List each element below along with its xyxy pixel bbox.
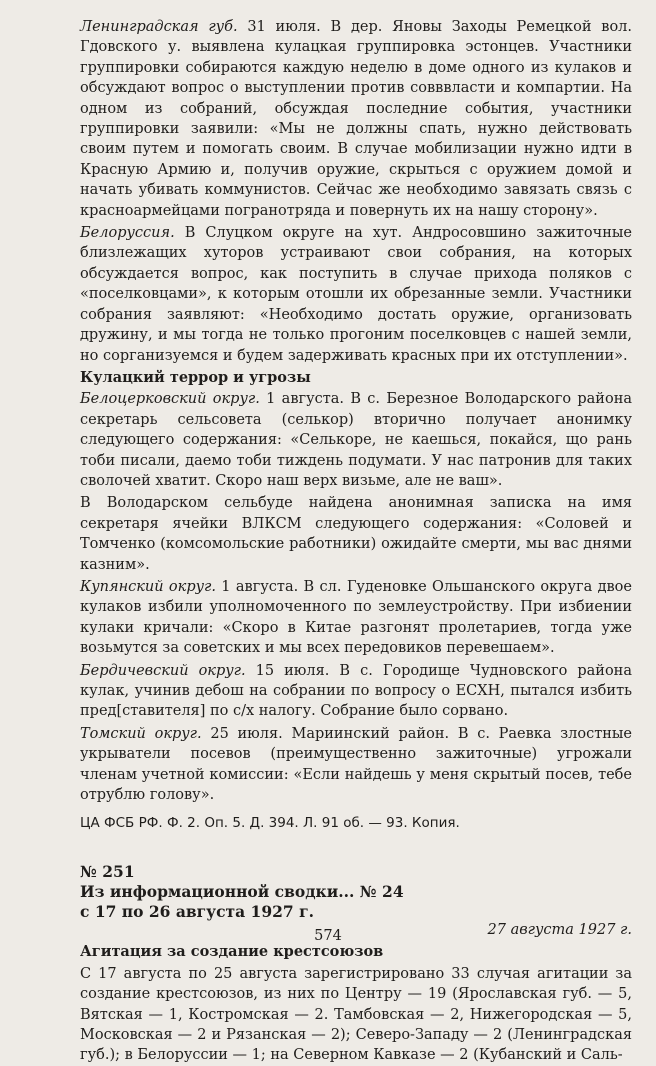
document-title: Из информационной сводки... № 24: [80, 882, 404, 902]
document-heading: [80, 862, 632, 922]
document-period: с 17 по 26 августа 1927 г.: [80, 902, 314, 922]
place-name: Белоруссия.: [80, 225, 175, 242]
paragraph-text: 31 июля. В дер. Яновы Заходы Ремецкой вол. Гдовского у. выявлена кулацкая группировка эстонцев. Участники группировки собираются каждую неделю в доме одного из кулаков и обсуждают вопрос о выступлении против совввласти и компартии. На одном из собраний, обсуждая последние события, участники группировки заявили: «Мы не должны спать, нужно действовать своим путем и помогать своим. В случае мобилизации нужно идти в Красную Армию и, получив оружие, скрыться с оружием домой и начать убивать коммунистов. Сейчас же необходимо завязать связь с красноармейцами погранотряда и повернуть их на нашу сторону».: [80, 19, 632, 219]
paragraph-agitation: [80, 964, 632, 1066]
place-name: Бердичевский округ.: [80, 662, 246, 679]
paragraph-text: 1 августа. В с. Березное Володарского района секретарь сельсовета (селькор) вторично получает анонимку следующего содержания: «Селькоре, не каешься, покайся, що рань тоби писали, даемо тоби тиждень подумати. У нас патронив для таких сволочей хватит. Скоро наш верх визьме, але не ваш».: [80, 391, 633, 489]
paragraph-leningrad: [80, 17, 632, 221]
section-heading-agitation: Агитация за создание крестсоюзов: [80, 943, 384, 961]
paragraph-belotserkovsky: [80, 389, 632, 491]
paragraph-belarus: [80, 223, 632, 366]
place-name: Купянский округ.: [80, 578, 216, 595]
paragraph-text: В Слуцком округе на хут. Андросовшино зажиточные близлежащих хуторов устраивают свои собрания, на которых обсуждается вопрос, как поступить в случае прихода поляков с «поселковцами», к которым отошли их обрезанные земли. Участники собрания заявляют: «Необходимо достать оружие, организовать дружину, и мы тогда не только прогоним поселковцев с нашей земли, но сорганизуемся и будем задерживать красных при их отступлении».: [80, 225, 632, 364]
document-number: № 251: [80, 862, 135, 882]
paragraph-berdichevsky: [80, 661, 632, 722]
paragraph-kupyansky: [80, 577, 632, 659]
paragraph-tomsky: [80, 724, 632, 806]
archive-source: ЦА ФСБ РФ. Ф. 2. Оп. 5. Д. 394. Л. 91 об. — 93. Копия.: [80, 815, 460, 832]
paragraph-text: В Володарском сельбуде найдена анонимная записка на имя секретаря ячейки ВЛКСМ следующего содержания: «Соловей и Томченко (комсомольские работники) ожидайте смерти, мы вас днями казним».: [80, 495, 632, 573]
paragraph-volodarsky: [80, 493, 632, 575]
place-name: Ленинградская губ.: [80, 19, 238, 35]
place-name: Томский округ.: [80, 725, 202, 742]
page-number: 574: [314, 928, 342, 944]
paragraph-text: 1 августа. В сл. Гуденовке Ольшанского округа двое кулаков избили уполномоченного по землеустройству. При избиении кулаки кричали: «Скоро в Китае разгонят пролетариев, тогда уже возьмутся за советских и мы всех передовиков перевешаем».: [80, 578, 632, 657]
place-name: Белоцерковский округ.: [80, 391, 260, 408]
paragraph-text: С 17 августа по 25 августа зарегистрировано 33 случая агитации за создание крестсоюзов, из них по Центру — 19 (Ярославская губ. — 5, Вятская — 1, Костромская — 2. Тамбовская — 2, Нижегородская — 5, Московская — 2 и Рязанская — 2); Северо-Западу — 2 (Ленинградская губ.); в Белоруссии — 1; на Северном Кавказе — 2 (Кубанский и Саль-: [80, 965, 632, 1064]
section-heading-terror: Кулацкий террор и угрозы: [80, 368, 311, 386]
paragraph-text: 15 июля. В с. Городище Чудновского района кулак, учинив дебош на собрании по вопросу о ЕСХН, пытался избить пред[ставителя] по с/х налогу. Собрание было сорвано.: [80, 662, 632, 720]
paragraph-text: 25 июля. Мариинский район. В с. Раевка злостные укрыватели посевов (преимущественно зажиточные) угрожали членам учетной комиссии: «Если найдешь у меня скрытый посев, тебе отрублю голову».: [80, 725, 632, 804]
document-date: 27 августа 1927 г.: [487, 922, 632, 939]
